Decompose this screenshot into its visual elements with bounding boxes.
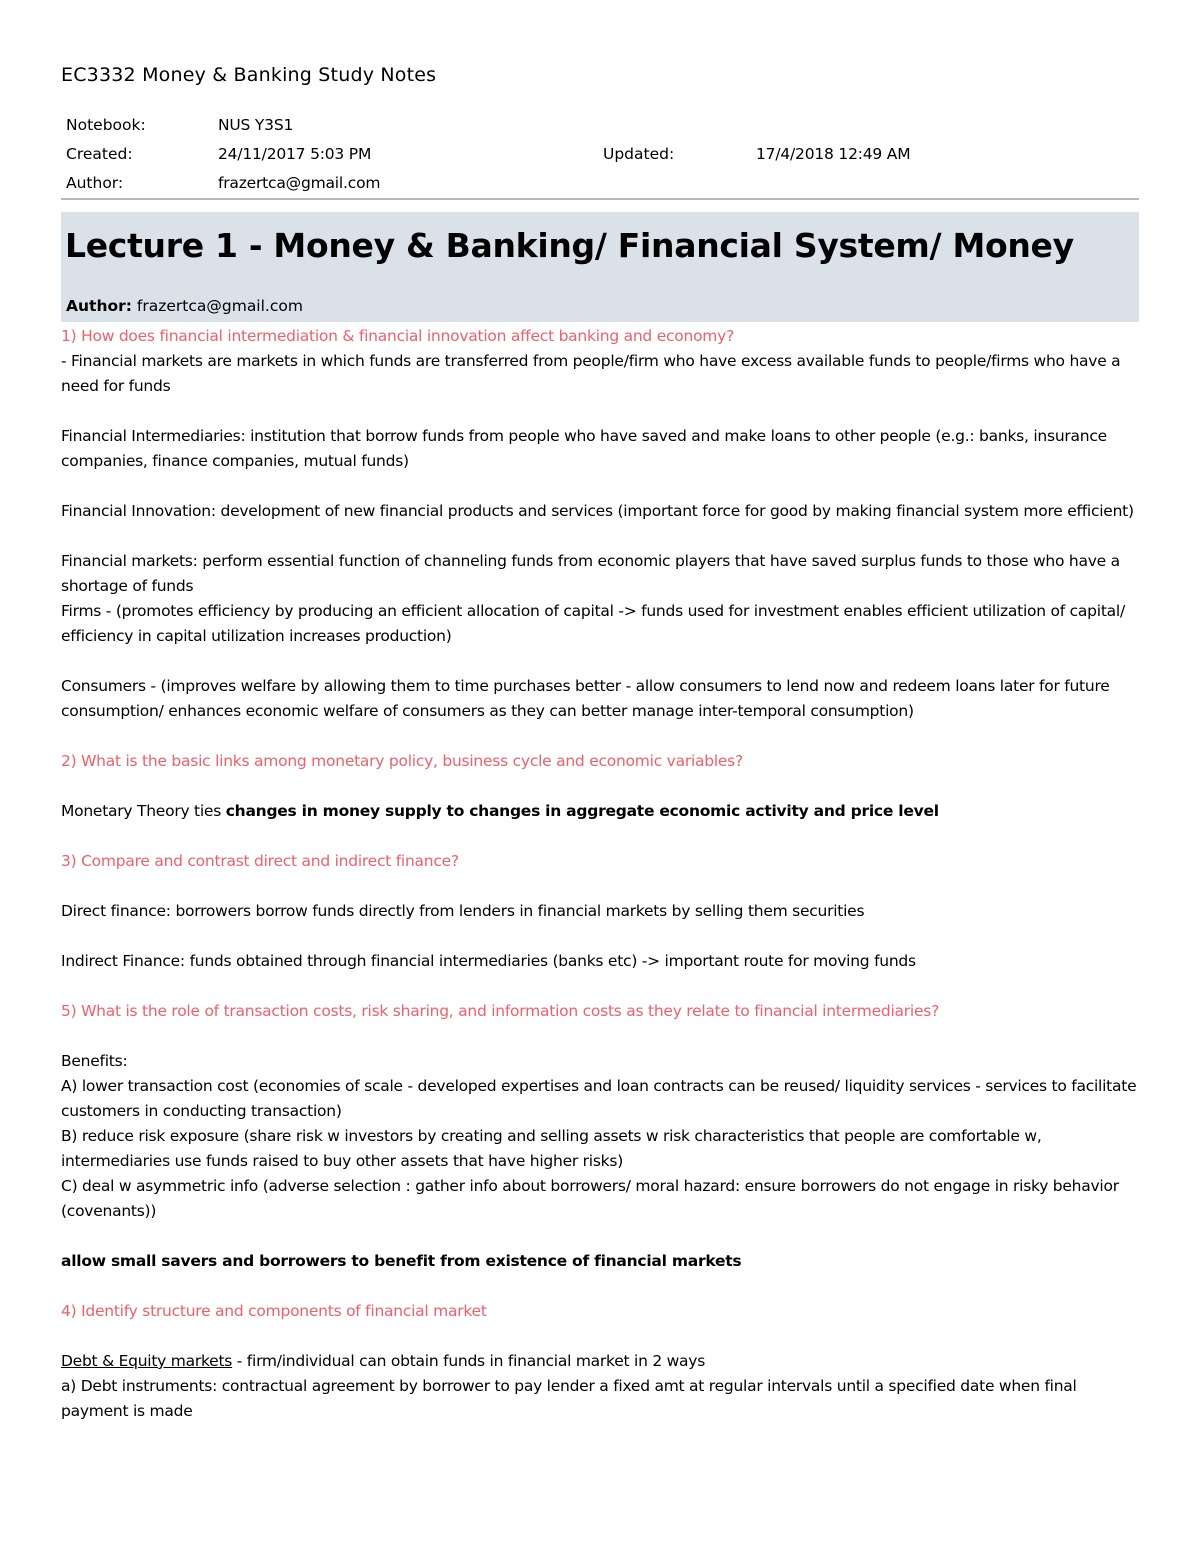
debt-equity-text: - firm/individual can obtain funds in financial market in 2 ways (232, 1352, 706, 1370)
paragraph-debt-instruments: a) Debt instruments: contractual agreement by borrower to pay lender a fixed amt at regular intervals until a specified date when final payment is made (61, 1377, 1077, 1420)
monetary-theory-prefix: Monetary Theory ties (61, 802, 226, 820)
benefit-a: A) lower transaction cost (economies of scale - developed expertises and loan contracts can be reused/ liquidity services - services to facilitate customers in conducting transaction) (61, 1077, 1137, 1120)
note-body (61, 324, 1141, 1424)
lecture-header (61, 212, 1139, 322)
paragraph-financial-markets: - Financial markets are markets in which funds are transferred from people/firm who have excess available funds to people/firms who have a need for funds (61, 352, 1121, 395)
updated-value: 17/4/2018 12:49 AM (756, 145, 911, 163)
paragraph-debt-equity (61, 1349, 1141, 1374)
paragraph-consumers: Consumers - (improves welfare by allowing them to time purchases better - allow consumers to lend now and redeem loans later for future consumption/ enhances economic welfare of consumers as they can better manage inter-temporal consumption) (61, 677, 1110, 720)
question-1: 1) How does financial intermediation & financial innovation affect banking and economy? (61, 327, 735, 345)
benefit-b: B) reduce risk exposure (share risk w investors by creating and selling assets w risk characteristics that people are comfortable w, intermediaries use funds raised to buy other assets that have higher risks) (61, 1127, 1042, 1170)
paragraph-direct-finance: Direct finance: borrowers borrow funds directly from lenders in financial markets by selling them securities (61, 902, 865, 920)
paragraph-indirect-finance: Indirect Finance: funds obtained through financial intermediaries (banks etc) -> important route for moving funds (61, 952, 916, 970)
notebook-value: NUS Y3S1 (218, 116, 294, 134)
author-label: Author: (66, 174, 124, 192)
header-divider (61, 198, 1139, 200)
monetary-theory-emphasis: changes in money supply to changes in aggregate economic activity and price level (225, 802, 939, 820)
author-value: frazertca@gmail.com (218, 174, 381, 192)
benefit-c: C) deal w asymmetric info (adverse selection : gather info about borrowers/ moral hazard: ensure borrowers do not engage in risky behavior (covenants)) (61, 1177, 1119, 1220)
paragraph-monetary-theory (61, 799, 1141, 824)
question-5: 5) What is the role of transaction costs, risk sharing, and information costs as they relate to financial intermediaries? (61, 1002, 940, 1020)
paragraph-markets-function: Financial markets: perform essential function of channeling funds from economic players that have saved surplus funds to those who have a shortage of funds (61, 552, 1120, 595)
lecture-title: Lecture 1 - Money & Banking/ Financial System/ Money (65, 226, 1074, 265)
lecture-author-value: frazertca@gmail.com (136, 297, 303, 315)
created-value: 24/11/2017 5:03 PM (218, 145, 372, 163)
debt-equity-heading: Debt & Equity markets (61, 1352, 233, 1370)
paragraph-firms: Firms - (promotes efficiency by producing an efficient allocation of capital -> funds used for investment enables efficient utilization of capital/ efficiency in capital utilization increases production) (61, 602, 1125, 645)
lecture-author-label: Author: (66, 297, 132, 315)
question-4: 4) Identify structure and components of financial market (61, 1302, 487, 1320)
question-3: 3) Compare and contrast direct and indirect finance? (61, 852, 459, 870)
document-title: EC3332 Money & Banking Study Notes (61, 64, 437, 86)
benefits-heading: Benefits: (61, 1052, 128, 1070)
question-2: 2) What is the basic links among monetary policy, business cycle and economic variables? (61, 752, 743, 770)
paragraph-intermediaries: Financial Intermediaries: institution that borrow funds from people who have saved and make loans to other people (e.g.: banks, insurance companies, finance companies, mutual funds) (61, 427, 1107, 470)
lecture-author (66, 297, 303, 315)
updated-label: Updated: (603, 145, 675, 163)
paragraph-small-savers: allow small savers and borrowers to benefit from existence of financial markets (61, 1252, 742, 1270)
created-label: Created: (66, 145, 133, 163)
notebook-label: Notebook: (66, 116, 146, 134)
paragraph-innovation: Financial Innovation: development of new financial products and services (important force for good by making financial system more efficient) (61, 502, 1134, 520)
